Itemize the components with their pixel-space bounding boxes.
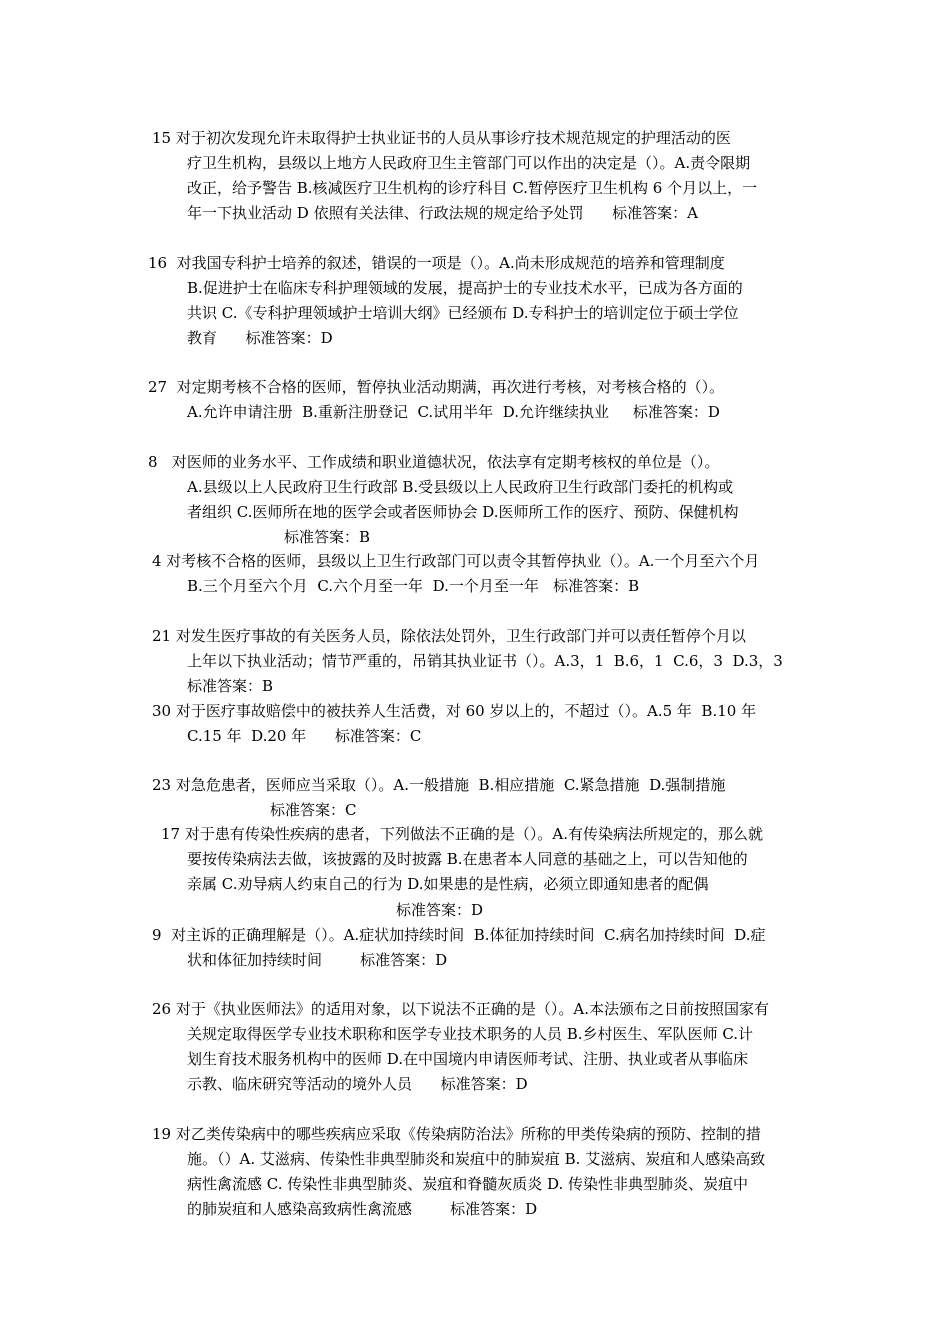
- question-text-line: 划生育技术服务机构中的医师 D.在中国境内申请医师考试、注册、执业或者从事临床: [187, 1050, 749, 1068]
- question-text-line: B.三个月至六个月 C.六个月至一年 D.一个月至一年 标准答案：B: [187, 577, 640, 595]
- question-text-line: 亲属 C.劝导病人约束自己的行为 D.如果患的是性病，必须立即通知患者的配偶: [187, 875, 709, 893]
- answer-label: 标准答案：B: [284, 528, 371, 546]
- question-text-line: 施。（）A. 艾滋病、传染性非典型肺炎和炭疽中的肺炭疽 B. 艾滋病、炭疽和人感染高致: [187, 1150, 766, 1168]
- question-text-line: A.县级以上人民政府卫生行政部 B.受县级以上人民政府卫生行政部门委托的机构或: [187, 478, 734, 496]
- question-text-line: 23 对急危患者，医师应当采取（）。A.一般措施 B.相应措施 C.紧急措施 D.强制措施: [152, 776, 726, 794]
- question-text-line: 4 对考核不合格的医师，县级以上卫生行政部门可以责令其暂停执业（）。A.一个月至六个月: [152, 552, 760, 570]
- question-text-line: 关规定取得医学专业技术职称和医学专业技术职务的人员 B.乡村医生、军队医师 C.计: [187, 1025, 754, 1043]
- question-text-line: 示教、临床研究等活动的境外人员 标准答案：D: [187, 1075, 528, 1093]
- question-text-line: 27 对定期考核不合格的医师，暂停执业活动期满，再次进行考核，对考核合格的（）。: [148, 378, 725, 396]
- question-text-line: 教育 标准答案：D: [187, 329, 333, 347]
- question-text-line: 9 对主诉的正确理解是（）。A.症状加持续时间 B.体征加持续时间 C.病名加持续时间 D.症: [152, 926, 766, 944]
- question-text-line: 26 对于《执业医师法》的适用对象，以下说法不正确的是（）。A.本法颁布之日前按照国家有: [152, 1000, 769, 1018]
- question-text-line: 要按传染病法去做，该披露的及时披露 B.在患者本人同意的基础之上，可以告知他的: [187, 850, 748, 868]
- question-text-line: 8 对医师的业务水平、工作成绩和职业道德状况，依法享有定期考核权的单位是（）。: [148, 453, 720, 471]
- question-text-line: 病性禽流感 C. 传染性非典型肺炎、炭疽和脊髓灰质炎 D. 传染性非典型肺炎、炭疽中: [187, 1175, 749, 1193]
- answer-label: 标准答案：B: [187, 677, 274, 695]
- question-text-line: 21 对发生医疗事故的有关医务人员，除依法处罚外，卫生行政部门并可以责任暂停个月以: [152, 627, 746, 645]
- question-text-line: 者组织 C.医师所在地的医学会或者医师协会 D.医师所工作的医疗、预防、保健机构: [187, 503, 739, 521]
- question-text-line: A.允许申请注册 B.重新注册登记 C.试用半年 D.允许继续执业 标准答案：D: [187, 403, 720, 421]
- question-text-line: 疗卫生机构，县级以上地方人民政府卫生主管部门可以作出的决定是（）。A.责令限期: [187, 154, 751, 172]
- answer-label: 标准答案：D: [396, 901, 484, 919]
- question-text-line: 共识 C.《专科护理领域护士培训大纲》已经颁布 D.专科护士的培训定位于硕士学位: [187, 304, 739, 322]
- question-text-line: 年一下执业活动 D 依照有关法律、行政法规的规定给予处罚 标准答案：A: [187, 204, 699, 222]
- question-text-line: C.15 年 D.20 年 标准答案：C: [187, 727, 422, 745]
- question-text-line: 的肺炭疽和人感染高致病性禽流感 标准答案：D: [187, 1200, 538, 1218]
- question-text-line: 状和体征加持续时间 标准答案：D: [187, 951, 448, 969]
- question-text-line: 17 对于患有传染性疾病的患者，下列做法不正确的是（）。A.有传染病法所规定的，那么就: [161, 825, 763, 843]
- question-text-line: B.促进护士在临床专科护理领域的发展，提高护士的专业技术水平，已成为各方面的: [187, 279, 743, 297]
- question-text-line: 30 对于医疗事故赔偿中的被扶养人生活费，对 60 岁以上的，不超过（）。A.5 年 B.10 年: [152, 702, 757, 720]
- question-text-line: 19 对乙类传染病中的哪些疾病应采取《传染病防治法》所称的甲类传染病的预防、控制的措: [152, 1125, 761, 1143]
- answer-label: 标准答案：C: [270, 801, 357, 819]
- question-text-line: 改正，给予警告 B.核减医疗卫生机构的诊疗科目 C.暂停医疗卫生机构 6 个月以上，一: [187, 179, 758, 197]
- question-text-line: 15 对于初次发现允许未取得护士执业证书的人员从事诊疗技术规范规定的护理活动的医: [152, 129, 731, 147]
- question-text-line: 16 对我国专科护士培养的叙述，错误的一项是（）。A.尚未形成规范的培养和管理制度: [148, 254, 725, 272]
- question-text-line: 上年以下执业活动；情节严重的，吊销其执业证书（）。A.3，1 B.6，1 C.6，3 D.3，3: [187, 652, 783, 670]
